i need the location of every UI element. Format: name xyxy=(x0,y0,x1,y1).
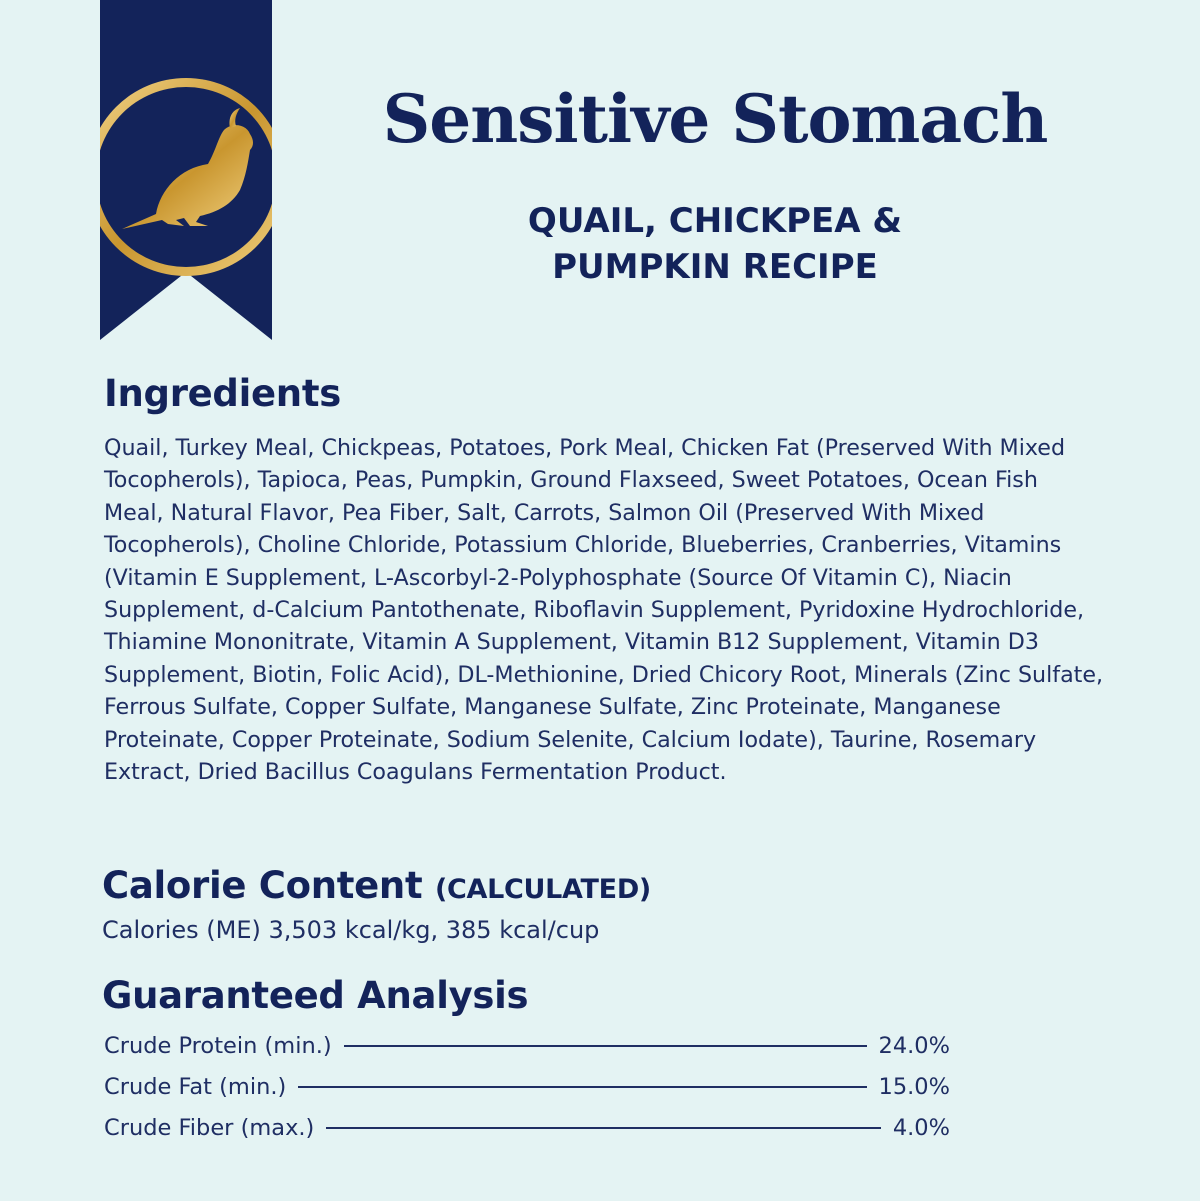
leader-line xyxy=(326,1127,881,1129)
analysis-value: 15.0% xyxy=(878,1074,950,1100)
calorie-heading-suffix: (CALCULATED) xyxy=(434,874,651,905)
ingredients-list: Quail, Turkey Meal, Chickpeas, Potatoes, Pork Meal, Chicken Fat (Preserved With Mixed Tocopherols), Tapioca, Peas, Pumpkin, Ground Flaxseed, Sweet Potatoes, Ocean Fish Meal, Natural Flavor, Pea Fiber, Salt, Carrots, Salmon Oil (Preserved With Mixed Tocopherols), Choline Chloride, Potassium Chloride, Blueberries, Cranberries, Vitamins (Vitamin E Supplement, L-Ascorbyl-2-Polyphosphate (Source Of Vitamin C), Niacin Supplement, d-Calcium Pantothenate, Riboflavin Supplement, Pyridoxine Hydrochloride, Thiamine Mononitrate, Vitamin A Supplement, Vitamin B12 Supplement, Vitamin D3 Supplement, Biotin, Folic Acid), DL-Methionine, Dried Chicory Root, Minerals (Zinc Sulfate, Ferrous Sulfate, Copper Sulfate, Manganese Sulfate, Zinc Proteinate, Manganese Proteinate, Copper Proteinate, Sodium Selenite, Calcium Iodate), Taurine, Rosemary Extract, Dried Bacillus Coagulans Fermentation Product. xyxy=(104,435,1104,786)
subtitle-line-1: QUAIL, CHICKPEA & xyxy=(527,201,903,241)
analysis-value: 4.0% xyxy=(892,1115,950,1141)
calorie-value: Calories (ME) 3,503 kcal/kg, 385 kcal/cup xyxy=(102,916,600,944)
recipe-subtitle xyxy=(420,198,1010,290)
leader-line xyxy=(344,1045,867,1047)
analysis-label: Crude Protein (min.) xyxy=(104,1033,332,1059)
ingredients-heading: Ingredients xyxy=(104,372,341,415)
analysis-row xyxy=(104,1029,950,1063)
analysis-heading: Guaranteed Analysis xyxy=(102,974,529,1017)
analysis-label: Crude Fiber (max.) xyxy=(104,1115,315,1141)
analysis-label: Crude Fat (min.) xyxy=(104,1074,287,1100)
analysis-row xyxy=(104,1111,950,1145)
analysis-row xyxy=(104,1070,950,1104)
ribbon-badge xyxy=(100,0,272,340)
calorie-heading-text: Calorie Content xyxy=(102,864,423,907)
subtitle-line-2: PUMPKIN RECIPE xyxy=(552,247,878,287)
calorie-heading xyxy=(102,864,651,907)
leader-line xyxy=(298,1086,866,1088)
analysis-value: 24.0% xyxy=(878,1033,950,1059)
page-title: Sensitive Stomach xyxy=(382,80,1048,158)
